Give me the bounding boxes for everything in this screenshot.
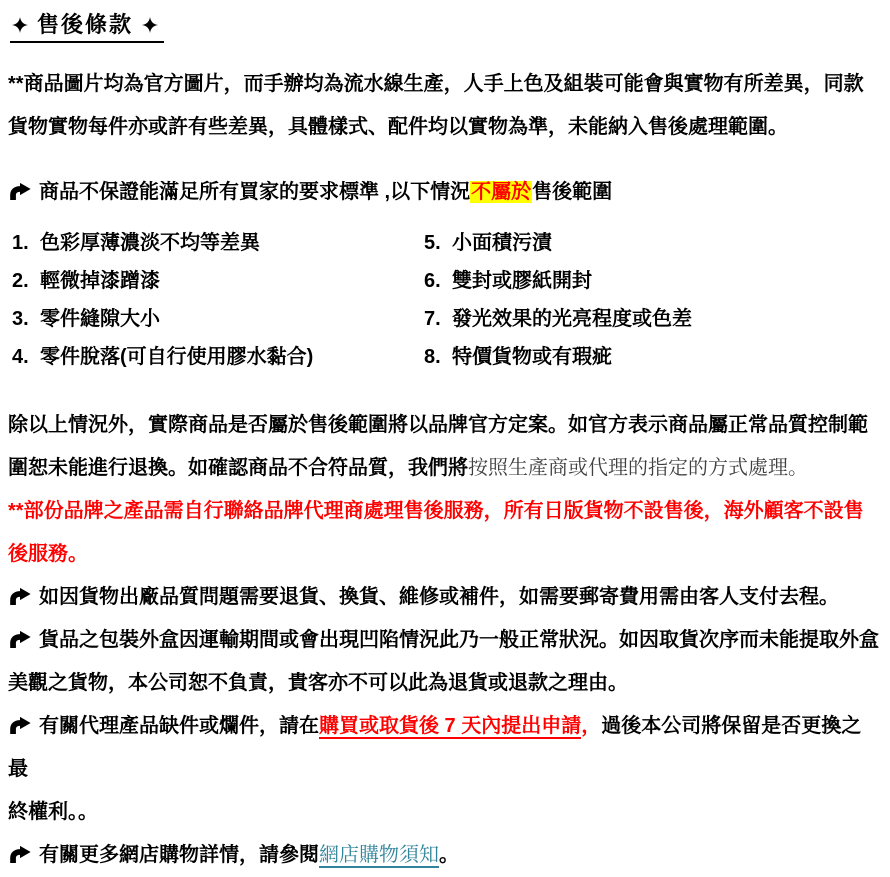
list-item [420, 262, 880, 300]
list-item [8, 338, 420, 376]
decision-paragraph [8, 404, 880, 490]
note-deadline-comma: ， [581, 715, 602, 737]
note-shipping [8, 576, 880, 619]
list-item-text: 小面積污漬 [452, 232, 552, 254]
list-item-number: 8. [424, 346, 441, 368]
decision-line-2-black: 圍恕未能進行退換。如確認商品不合符品質，我們將 [8, 457, 468, 479]
shop-guide-link[interactable]: 網店購物須知 [319, 844, 439, 866]
list-item-number: 5. [424, 232, 441, 254]
note-packaging-text-1: 貨品之包裝外盒因運輸期間或會出現凹陷情況此乃一般正常狀況。如因取貨次序而未能提取外盒 [39, 629, 879, 651]
note-packaging [8, 619, 880, 705]
list-item-text: 零件脫落(可自行使用膠水黏合) [40, 346, 314, 368]
intro-line-2: 貨物實物每件亦或許有些差異，具體樣式、配件均以實物為準，未能納入售後處理範圍。 [8, 116, 788, 138]
exclusions-heading-highlight: 不屬於 [471, 181, 532, 203]
list-item-text: 特價貨物或有瑕疵 [452, 346, 612, 368]
list-item [420, 224, 880, 262]
curved-arrow-icon [8, 630, 32, 648]
list-item [8, 262, 420, 300]
page-title [10, 10, 164, 43]
note-deadline-line-2: 終權利。。 [8, 801, 98, 823]
note-shipping-text: 如因貨物出廠品質問題需要退貨、換貨、維修或補件，如需要郵寄費用需由客人支付去程。 [39, 586, 839, 608]
note-deadline [8, 705, 880, 834]
list-item-number: 6. [424, 270, 441, 292]
list-item-number: 7. [424, 308, 441, 330]
four-pointed-star-icon [142, 17, 158, 33]
list-item-text: 發光效果的光亮程度或色差 [452, 308, 692, 330]
exclusions-heading-pre: 商品不保證能滿足所有買家的要求標準 ,以下情況 [39, 181, 471, 203]
note-more-info [8, 834, 880, 877]
four-pointed-star-icon [12, 17, 28, 33]
list-item [8, 224, 420, 262]
list-item-number: 3. [12, 308, 29, 330]
curved-arrow-icon [8, 716, 32, 734]
brand-notice-paragraph [8, 490, 880, 576]
exclusions-right-column [420, 224, 880, 376]
exclusions-left-column [8, 224, 420, 376]
list-item-text: 輕微掉漆蹭漆 [40, 270, 160, 292]
note-more-info-pre: 有關更多網店購物詳情，請參閱 [39, 844, 319, 866]
exclusions-heading-post: 售後範圍 [532, 181, 613, 203]
list-item-text: 色彩厚薄濃淡不均等差異 [40, 232, 260, 254]
curved-arrow-icon [8, 845, 32, 863]
note-deadline-post: 過後本公司將保留是否更換之最 [8, 715, 862, 780]
intro-paragraph [8, 63, 880, 149]
exclusions-list [8, 224, 880, 376]
note-more-info-post: 。 [439, 844, 459, 866]
intro-line-1: **商品圖片均為官方圖片，而手辦均為流水線生產，人手上色及組裝可能會與實物有所差異，同款 [8, 73, 864, 95]
curved-arrow-icon [8, 182, 32, 200]
note-packaging-line-2: 美觀之貨物，本公司恕不負責，貴客亦不可以此為退貨或退款之理由。 [8, 672, 628, 694]
list-item-number: 1. [12, 232, 29, 254]
decision-line-2 [8, 447, 880, 490]
curved-arrow-icon [8, 587, 32, 605]
list-item-number: 2. [12, 270, 29, 292]
list-item-number: 4. [12, 346, 29, 368]
decision-line-2-gray: 按照生產商或代理的指定的方式處理。 [468, 457, 808, 479]
note-packaging-line-1 [8, 619, 880, 662]
list-item [420, 338, 880, 376]
note-deadline-line-1 [8, 705, 880, 791]
decision-line-1: 除以上情況外，實際商品是否屬於售後範圍將以品牌官方定案。如官方表示商品屬正常品質控制範 [8, 414, 868, 436]
brand-notice-line-1: **部份品牌之產品需自行聯絡品牌代理商處理售後服務，所有日版貨物不設售後，海外顧客不設售 [8, 500, 864, 522]
exclusions-heading [8, 171, 880, 214]
list-item [420, 300, 880, 338]
list-item-text: 零件縫隙大小 [40, 308, 160, 330]
page-title-text: 售後條款 [37, 12, 134, 37]
note-deadline-pre: 有關代理產品缺件或爛件，請在 [39, 715, 319, 737]
brand-notice-line-2: 後服務。 [8, 543, 88, 565]
list-item [8, 300, 420, 338]
note-deadline-emphasis: 購買或取貨後 7 天內提出申請 [319, 715, 582, 737]
list-item-text: 雙封或膠紙開封 [452, 270, 592, 292]
